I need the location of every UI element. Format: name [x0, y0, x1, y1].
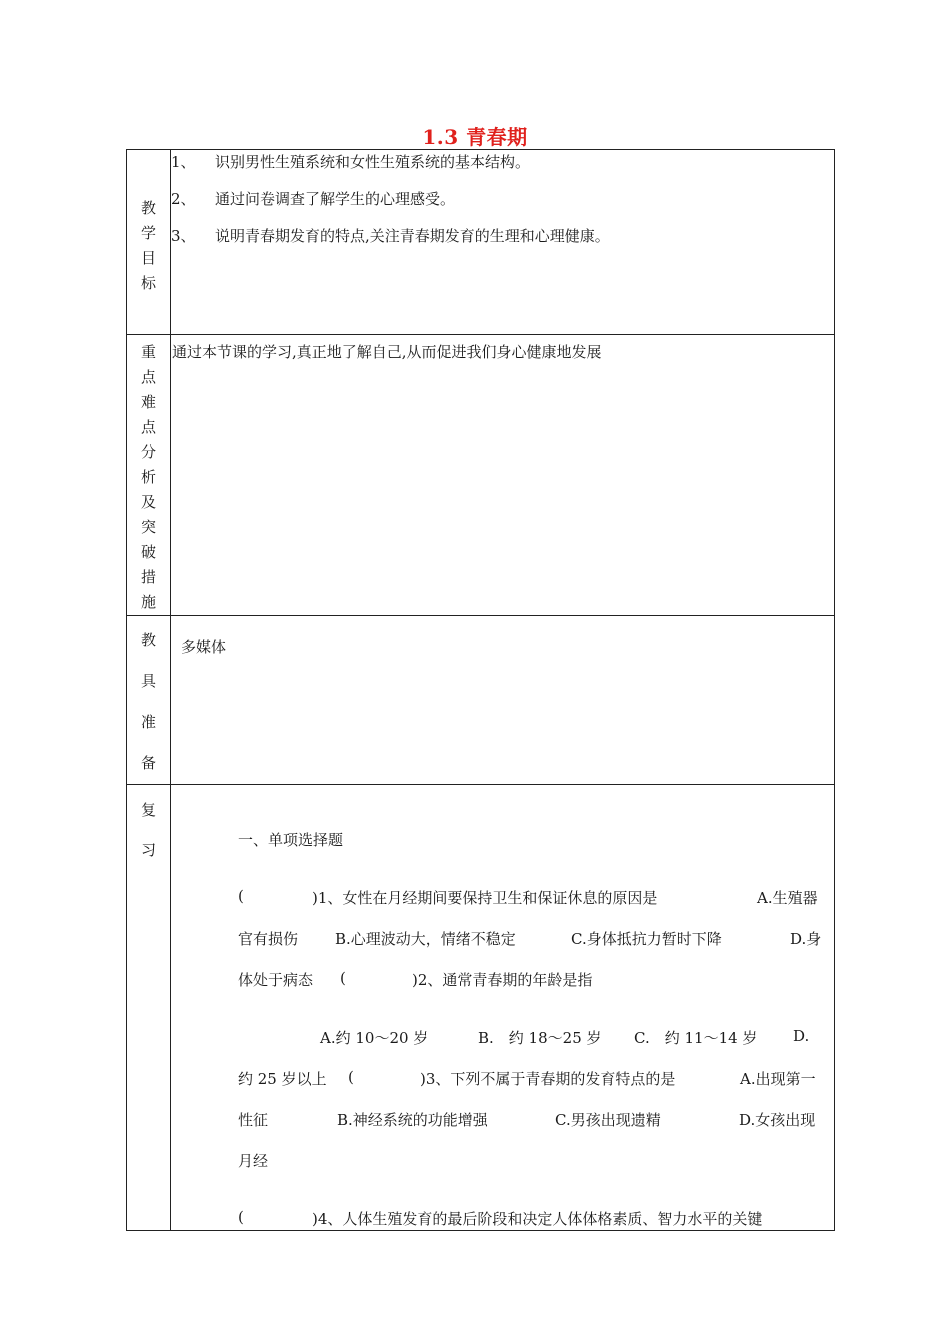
label-char: 点: [140, 418, 156, 436]
label-char: 学: [140, 224, 156, 242]
label-char: 备: [140, 754, 156, 772]
q2-option-a: A.约 10～20 岁: [320, 1029, 429, 1047]
label-char: 突: [140, 518, 156, 536]
objectives-content-cell: [171, 150, 835, 335]
review-row: [127, 785, 835, 1231]
q4-text: )4、人体生殖发育的最后阶段和决定人体体格素质、智力水平的关键: [312, 1210, 763, 1228]
objectives-row: [127, 150, 835, 335]
q2-option-b: B. 约 18～25 岁: [478, 1029, 602, 1047]
q1-text: )1、女性在月经期间要保持卫生和保证休息的原因是: [312, 889, 658, 907]
q3-option-a: A.出现第一: [740, 1070, 816, 1088]
label-char: 分: [140, 443, 156, 461]
key-points-text: 通过本节课的学习,真正地了解自己,从而促进我们身心健康地发展: [172, 343, 602, 361]
q2-paren: (: [340, 969, 346, 987]
label-char: 措: [140, 568, 156, 586]
page-title: 1.3 青春期: [422, 125, 528, 149]
label-char: 点: [140, 368, 156, 386]
label-char: 目: [140, 249, 156, 267]
key-points-label-cell: [127, 335, 171, 616]
q2-option-c: C. 约 11～14 岁: [634, 1029, 758, 1047]
label-char: 准: [140, 713, 156, 731]
label-char: 教: [140, 631, 156, 649]
label-char: 析: [140, 468, 156, 486]
objective-text: 通过问卷调查了解学生的心理感受。: [215, 190, 456, 208]
objective-item: [171, 192, 834, 229]
lesson-plan-table: [126, 149, 835, 1231]
objectives-label-cell: [127, 150, 171, 335]
objective-number: 1、: [171, 153, 196, 171]
label-char: 及: [140, 493, 156, 511]
review-content-cell: [171, 785, 835, 1231]
q1-option-a: A.生殖器: [757, 889, 818, 907]
label-char: 具: [140, 672, 156, 690]
q3-paren: (: [348, 1068, 354, 1086]
key-points-content-cell: [171, 335, 835, 616]
key-points-row: [127, 335, 835, 616]
label-char: 重: [140, 343, 156, 361]
section-title: 一、单项选择题: [238, 831, 344, 849]
label-char: 教: [140, 199, 156, 217]
q3-option-d: D.女孩出现: [739, 1111, 816, 1129]
objective-number: 3、: [171, 227, 196, 245]
materials-label-cell: [127, 616, 171, 785]
label-char: 复: [140, 801, 156, 819]
materials-text: 多媒体: [181, 638, 227, 656]
q1-option-d-cont: 体处于病态: [238, 971, 314, 989]
q1-paren: (: [238, 887, 244, 905]
q2-option-d-cont: 约 25 岁以上: [238, 1070, 327, 1088]
q3-option-a-cont: 性征: [238, 1111, 269, 1129]
objective-item: [171, 155, 834, 192]
label-char: 施: [140, 593, 156, 611]
materials-content-cell: [171, 616, 835, 785]
objective-item: [171, 229, 834, 244]
q4-paren: (: [238, 1208, 244, 1226]
label-char: 破: [140, 543, 156, 561]
materials-row: [127, 616, 835, 785]
label-char: 标: [140, 274, 156, 292]
objective-text: 识别男性生殖系统和女性生殖系统的基本结构。: [215, 153, 531, 171]
label-char: 难: [140, 393, 156, 411]
review-label-cell: [127, 785, 171, 1231]
q2-option-d: D.: [793, 1027, 810, 1045]
label-char: 习: [140, 841, 156, 859]
q3-text: )3、下列不属于青春期的发育特点的是: [420, 1070, 676, 1088]
q1-option-a-cont: 官有损伤: [238, 930, 299, 948]
q3-option-d-cont: 月经: [238, 1152, 269, 1170]
q1-option-b: B.心理波动大，情绪不稳定: [335, 930, 516, 948]
q3-option-c: C.男孩出现遗精: [555, 1111, 661, 1129]
objective-text: 说明青春期发育的特点,关注青春期发育的生理和心理健康。: [215, 227, 610, 245]
q2-text: )2、通常青春期的年龄是指: [412, 971, 593, 989]
q3-option-b: B.神经系统的功能增强: [337, 1111, 488, 1129]
q1-option-c: C.身体抵抗力暂时下降: [571, 930, 722, 948]
q1-option-d: D.身: [790, 930, 822, 948]
objective-number: 2、: [171, 190, 196, 208]
